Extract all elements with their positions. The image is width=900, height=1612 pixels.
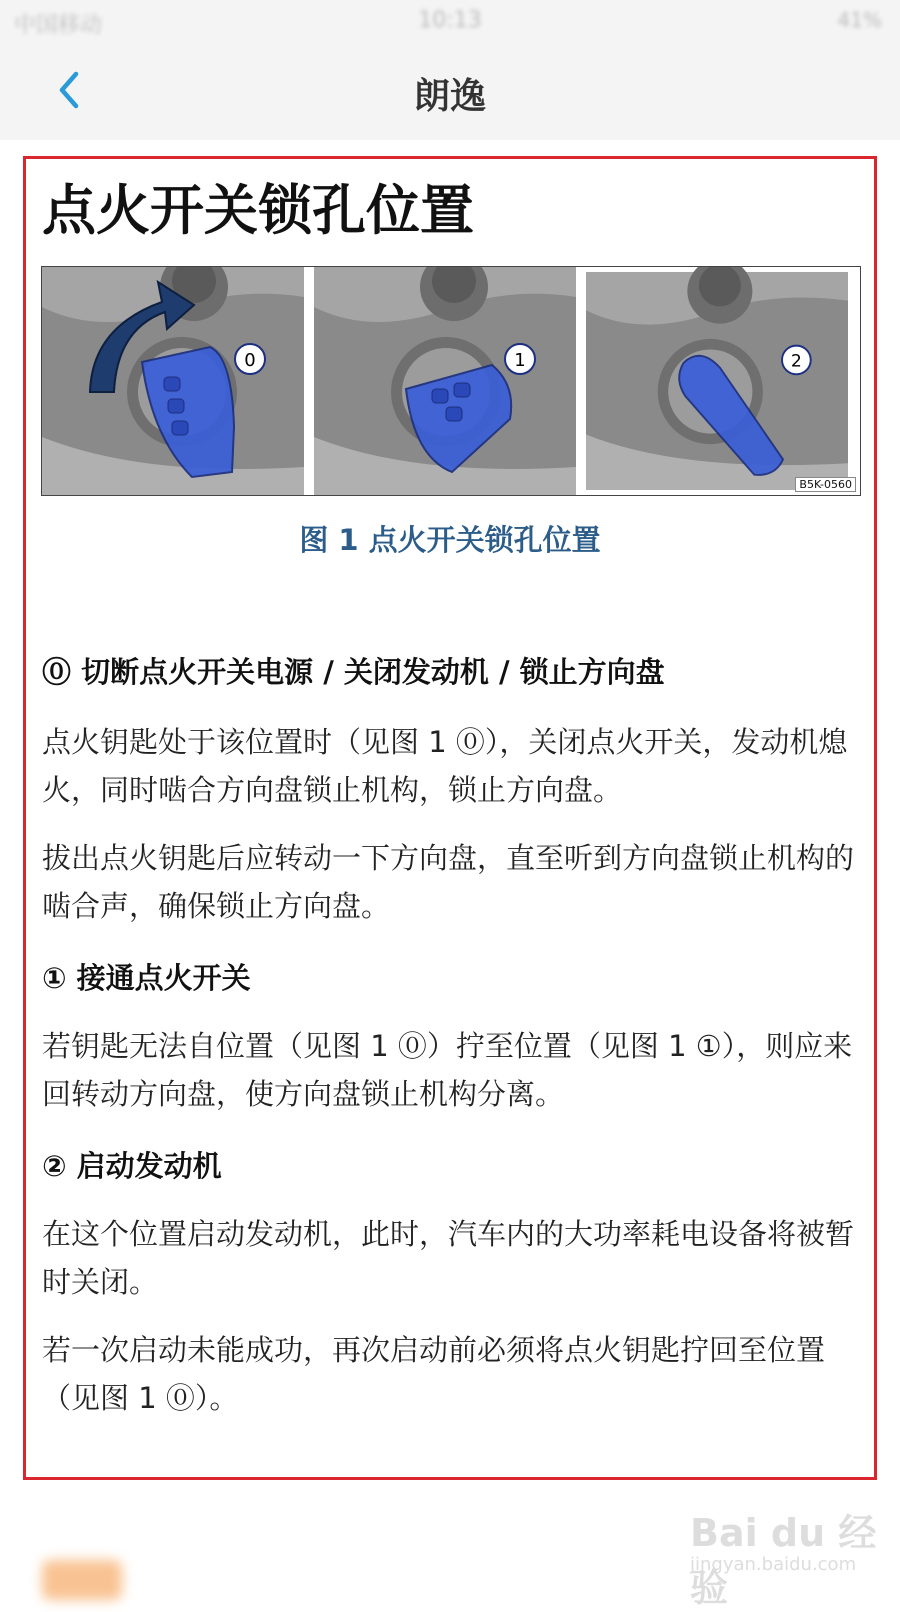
section-1-paragraph-0: 若钥匙无法自位置（见图 1 ⓪）拧至位置（见图 1 ①），则应来回转动方向盘，使方向盘锁止机构分离。 [42,1029,853,1111]
watermark-logo: Bai du 经验 [690,1511,877,1610]
watermark-url: jingyan.baidu.com [690,1554,857,1575]
figure-caption: 图 1 点火开关锁孔位置 [299,523,601,557]
panel-0-label: 0 [244,350,256,371]
carrier-label: 中国移动 [14,13,103,38]
bottom-orange-button[interactable] [42,1560,122,1600]
nav-title: 朗逸 [413,76,486,117]
figure-panel-0 [42,267,304,495]
figure-panel-1 [314,267,576,495]
section-0-heading: ⓪ 切断点火开关电源 / 关闭发动机 / 锁止方向盘 [42,655,665,689]
panel-1-label: 1 [514,350,526,371]
section-0-paragraph-0: 点火钥匙处于该位置时（见图 1 ⓪），关闭点火开关，发动机熄火，同时啮合方向盘锁止机构，锁止方向盘。 [42,725,848,807]
figure-code: B5K-0560 [795,477,856,492]
battery-indicator [838,8,882,32]
clock: 10:13 [418,8,482,33]
section-0-paragraph-1: 拔出点火钥匙后应转动一下方向盘，直至听到方向盘锁止机构的啮合声，确保锁止方向盘。 [42,841,855,923]
battery-percent: 41% [837,8,882,32]
section-2-heading: ② 启动发动机 [42,1149,222,1183]
article-title: 点火开关锁孔位置 [42,179,474,242]
nav-bar [0,44,900,140]
ignition-figure [41,266,861,496]
section-1-heading: ① 接通点火开关 [42,961,251,995]
section-2-paragraph-1: 若一次启动未能成功，再次启动前必须将点火钥匙拧回至位置（见图 1 ⓪）。 [42,1333,826,1415]
figure-panel-2 [586,267,848,495]
baidu-watermark [690,1500,880,1610]
section-2-paragraph-0: 在这个位置启动发动机，此时，汽车内的大功率耗电设备将被暂时关闭。 [42,1217,855,1299]
panel-2-label: 2 [790,351,802,372]
status-bar [0,0,900,44]
